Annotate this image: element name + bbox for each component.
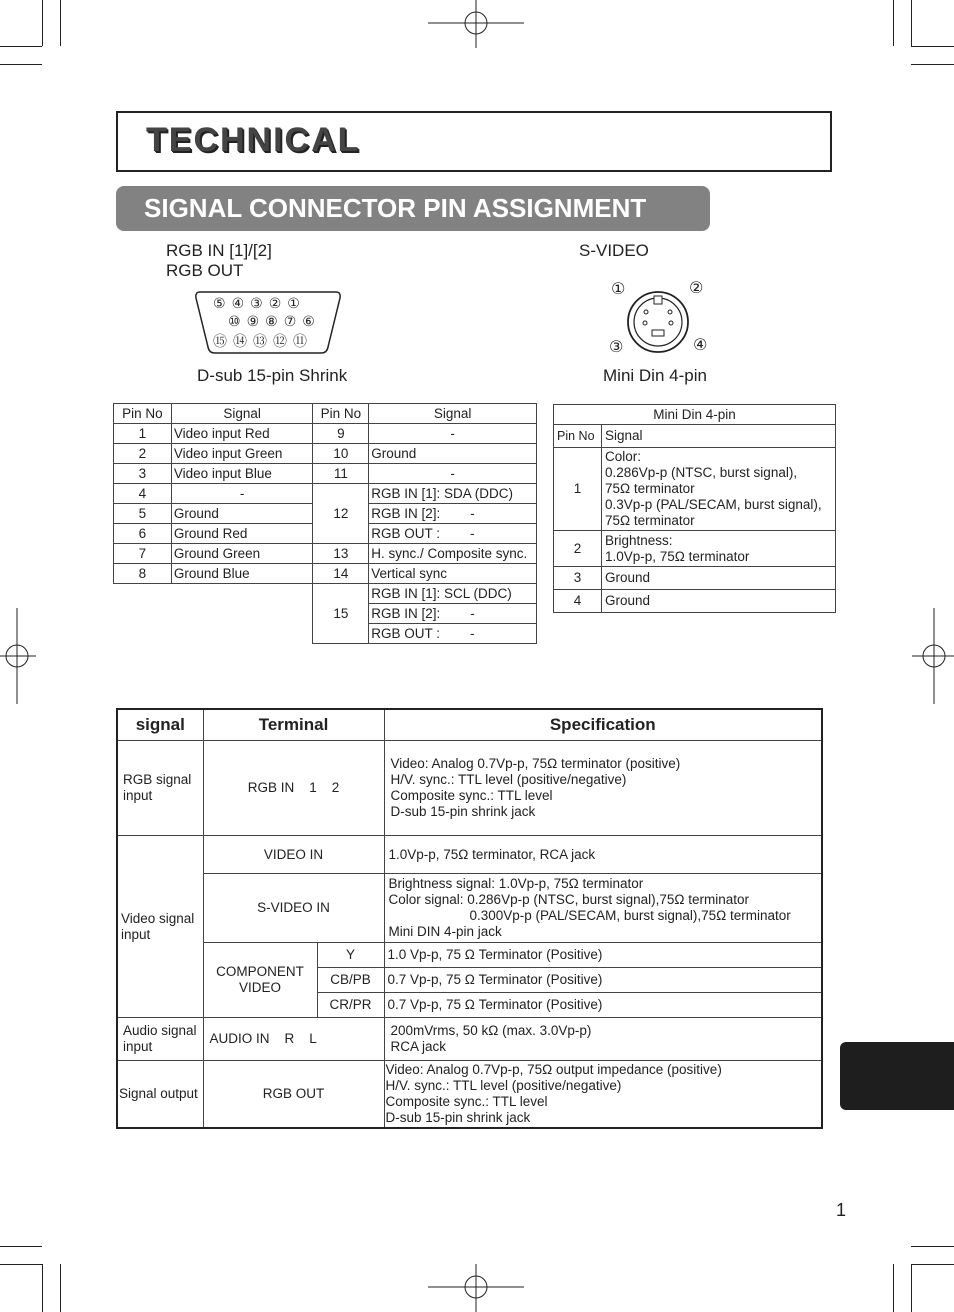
page-number: 1: [836, 1200, 847, 1220]
dsub-caption: D-sub 15-pin Shrink: [197, 366, 348, 385]
column-header-terminal: Terminal: [203, 709, 384, 741]
signal-cell: Ground: [602, 567, 836, 590]
signal-cell: H. sync./ Composite sync.: [369, 544, 537, 564]
signal-cell: Video input Red: [171, 424, 313, 444]
crop-mark: [893, 1264, 894, 1312]
signal-cell: Audio signal input: [117, 1018, 203, 1061]
signal-cell: -: [369, 464, 537, 484]
signal-line: 0.286Vp-p (NTSC, burst signal),: [605, 465, 798, 480]
pin-number: ⑧: [265, 313, 284, 329]
specification-table: [116, 708, 823, 1129]
table-row: [554, 590, 836, 613]
table-row: [114, 484, 537, 504]
dsub-pin-row-3: [213, 331, 313, 351]
pin-number: ⑪: [293, 333, 313, 349]
specification-cell: [384, 741, 822, 836]
dsub-pin-row-1: [213, 295, 306, 312]
pin-number: ⑦: [283, 313, 303, 329]
pin-number: ⑮: [213, 333, 233, 349]
pin-number: ⑩: [228, 313, 247, 329]
pin-number-cell: 14: [313, 564, 369, 584]
signal-cell: Video signal input: [117, 836, 203, 1018]
signal-cell: Ground: [369, 444, 537, 464]
crop-mark: [60, 1264, 61, 1312]
crop-mark: [0, 1246, 42, 1247]
pin-number-cell: 2: [114, 444, 172, 464]
spec-line: RCA jack: [390, 1039, 447, 1054]
table-row: [117, 943, 822, 968]
specification-cell: [384, 874, 822, 943]
registration-mark-left: [0, 608, 36, 704]
signal-cell: Signal output: [117, 1061, 203, 1129]
spec-line: H/V. sync.: TTL level (positive/negative): [385, 1078, 622, 1093]
spec-line: 0.300Vp-p (PAL/SECAM, burst signal),75Ω terminator: [469, 908, 791, 923]
specification-cell: 1.0 Vp-p, 75 Ω Terminator (Positive): [384, 943, 822, 968]
table-row: [114, 544, 537, 564]
pin-number-cell: 15: [313, 584, 369, 644]
spec-line: D-sub 15-pin shrink jack: [385, 1110, 531, 1125]
table-row: [117, 1018, 822, 1061]
sub-terminal-cell: CB/PB: [317, 968, 384, 993]
crop-mark: [911, 64, 954, 65]
signal-cell: -: [369, 424, 537, 444]
column-header: Signal: [369, 404, 537, 424]
signal-cell: RGB IN [1]: SDA (DDC): [369, 484, 537, 504]
page-title: TECHNICAL: [146, 121, 361, 159]
svideo-pin-label: ④: [693, 337, 708, 354]
terminal-cell: RGB OUT: [203, 1061, 384, 1129]
mini-din-connector-diagram: [626, 290, 690, 354]
table-row: [114, 584, 537, 604]
mini-din-caption: Mini Din 4-pin: [603, 366, 707, 385]
signal-cell: RGB OUT : -: [369, 624, 537, 644]
dsub-pin-row-2: [228, 313, 321, 330]
crop-mark: [0, 1264, 42, 1265]
signal-cell: Ground: [171, 504, 313, 524]
specification-cell: [384, 1018, 822, 1061]
table-row: [114, 424, 537, 444]
signal-cell: RGB signal input: [117, 741, 203, 836]
table-title-row: [554, 405, 836, 425]
terminal-cell: RGB IN 1 2: [203, 741, 384, 836]
registration-mark-top: [428, 0, 524, 48]
table-row: [114, 464, 537, 484]
pin-number-cell: 1: [554, 448, 602, 531]
column-header: Pin No: [114, 404, 172, 424]
table-row: [554, 567, 836, 590]
section-banner: [116, 186, 710, 231]
pin-number-cell: 6: [114, 524, 172, 544]
column-header: Signal: [602, 425, 836, 448]
column-header: Pin No: [554, 425, 602, 448]
pin-number: ⑫: [273, 333, 293, 349]
table-row: [114, 564, 537, 584]
crop-mark: [0, 46, 42, 47]
pin-number-cell: 8: [114, 564, 172, 584]
signal-line: 1.0Vp-p, 75Ω terminator: [605, 548, 750, 564]
signal-cell: Video input Green: [171, 444, 313, 464]
spec-line: D-sub 15-pin shrink jack: [390, 804, 536, 819]
pin-number-cell: 2: [554, 531, 602, 567]
crop-mark: [42, 0, 43, 46]
column-header-signal: signal: [117, 709, 203, 741]
table-row: [117, 741, 822, 836]
signal-cell: RGB IN [2]: -: [369, 604, 537, 624]
sub-terminal-cell: Y: [317, 943, 384, 968]
signal-cell: Vertical sync: [369, 564, 537, 584]
signal-cell: [602, 531, 836, 567]
table-header-row: [117, 709, 822, 741]
spec-line: Composite sync.: TTL level: [385, 1094, 548, 1109]
signal-cell: Ground Blue: [171, 564, 313, 584]
signal-cell: Video input Blue: [171, 464, 313, 484]
crop-mark: [911, 46, 954, 47]
pin-number: ②: [268, 295, 288, 311]
pin-number: ⑤: [213, 295, 232, 311]
crop-mark: [60, 0, 61, 46]
pin-number-cell: 12: [313, 484, 369, 544]
title-box: [116, 111, 832, 172]
rgb-out-label: RGB OUT: [166, 261, 244, 280]
pin-number: ⑭: [233, 333, 253, 349]
section-title: SIGNAL CONNECTOR PIN ASSIGNMENT: [144, 193, 647, 223]
pin-number-cell: 5: [114, 504, 172, 524]
table-row: [554, 531, 836, 567]
svideo-pin-table: [553, 404, 836, 613]
signal-cell: RGB OUT : -: [369, 524, 537, 544]
terminal-cell: AUDIO IN R L: [203, 1018, 384, 1061]
pin-number: ⑬: [253, 333, 273, 349]
specification-cell: 0.7 Vp-p, 75 Ω Terminator (Positive): [384, 968, 822, 993]
pin-number-cell: 13: [313, 544, 369, 564]
pin-number: ⑨: [246, 313, 266, 329]
spec-line: Mini DIN 4-pin jack: [388, 924, 502, 939]
terminal-cell: S-VIDEO IN: [203, 874, 384, 943]
signal-line: 75Ω terminator: [605, 513, 695, 528]
terminal-cell: VIDEO IN: [203, 836, 384, 874]
svideo-label: S-VIDEO: [579, 241, 649, 260]
signal-cell: Ground: [602, 590, 836, 613]
table-row: [117, 836, 822, 874]
specification-cell: 1.0Vp-p, 75Ω terminator, RCA jack: [384, 836, 822, 874]
spec-line: Video: Analog 0.7Vp-p, 75Ω output impedance (positive): [385, 1062, 722, 1077]
pin-number-cell: 4: [114, 484, 172, 504]
signal-cell: RGB IN [1]: SCL (DDC): [369, 584, 537, 604]
terminal-cell: COMPONENT VIDEO: [203, 943, 317, 1018]
pin-number: ①: [287, 295, 306, 311]
crop-mark: [911, 1264, 912, 1312]
spec-line: Color signal: 0.286Vp-p (NTSC, burst signal),75Ω terminator: [388, 892, 749, 907]
pin-number-cell: 9: [313, 424, 369, 444]
pin-number-cell: 3: [114, 464, 172, 484]
dsub-pin-table: [113, 403, 537, 644]
specification-cell: 0.7 Vp-p, 75 Ω Terminator (Positive): [384, 993, 822, 1018]
signal-line: Brightness:: [605, 532, 673, 548]
svideo-pin-label: ③: [609, 339, 624, 356]
signal-line: 75Ω terminator: [605, 481, 695, 496]
table-header-row: [114, 404, 537, 424]
pin-number: ⑥: [302, 313, 321, 329]
table-row: [114, 444, 537, 464]
spec-line: 200mVrms, 50 kΩ (max. 3.0Vp-p): [390, 1023, 592, 1038]
signal-cell: RGB IN [2]: -: [369, 504, 537, 524]
rgb-connector-label: RGB IN [1]/[2]: [166, 241, 272, 260]
signal-cell: -: [171, 484, 313, 504]
column-header: Signal: [171, 404, 313, 424]
section-tab-marker: [840, 1042, 954, 1110]
svideo-pin-label: ①: [611, 281, 626, 298]
specification-cell: [384, 1061, 822, 1129]
table-row: [117, 874, 822, 943]
pin-number: ③: [250, 295, 269, 311]
crop-mark: [911, 0, 912, 46]
registration-mark-bottom: [428, 1264, 524, 1312]
pin-number-cell: 4: [554, 590, 602, 613]
sub-terminal-cell: CR/PR: [317, 993, 384, 1018]
signal-line: 0.3Vp-p (PAL/SECAM, burst signal),: [605, 497, 822, 512]
table-header-row: [554, 425, 836, 448]
crop-mark: [893, 0, 894, 46]
spec-line: Brightness signal: 1.0Vp-p, 75Ω terminator: [388, 876, 644, 891]
table-row: [554, 448, 836, 531]
pin-number: ④: [231, 295, 251, 311]
crop-mark: [911, 1264, 954, 1265]
signal-line: Color:: [605, 449, 642, 464]
table-row: [117, 1061, 822, 1129]
column-header: Pin No: [313, 404, 369, 424]
pin-number-cell: 1: [114, 424, 172, 444]
table-title: Mini Din 4-pin: [554, 405, 836, 425]
signal-cell: [602, 448, 836, 531]
pin-number-cell: 7: [114, 544, 172, 564]
pin-number-cell: 10: [313, 444, 369, 464]
svideo-pin-label: ②: [689, 280, 704, 297]
registration-mark-right: [912, 608, 954, 704]
spec-line: Video: Analog 0.7Vp-p, 75Ω terminator (positive): [390, 756, 681, 771]
pin-number-cell: 11: [313, 464, 369, 484]
spec-line: H/V. sync.: TTL level (positive/negative): [390, 772, 627, 787]
signal-cell: Ground Red: [171, 524, 313, 544]
spec-line: Composite sync.: TTL level: [390, 788, 553, 803]
column-header-specification: Specification: [384, 709, 822, 741]
crop-mark: [0, 64, 42, 65]
pin-number-cell: 3: [554, 567, 602, 590]
crop-mark: [42, 1264, 43, 1312]
crop-mark: [911, 1246, 954, 1247]
signal-cell: Ground Green: [171, 544, 313, 564]
